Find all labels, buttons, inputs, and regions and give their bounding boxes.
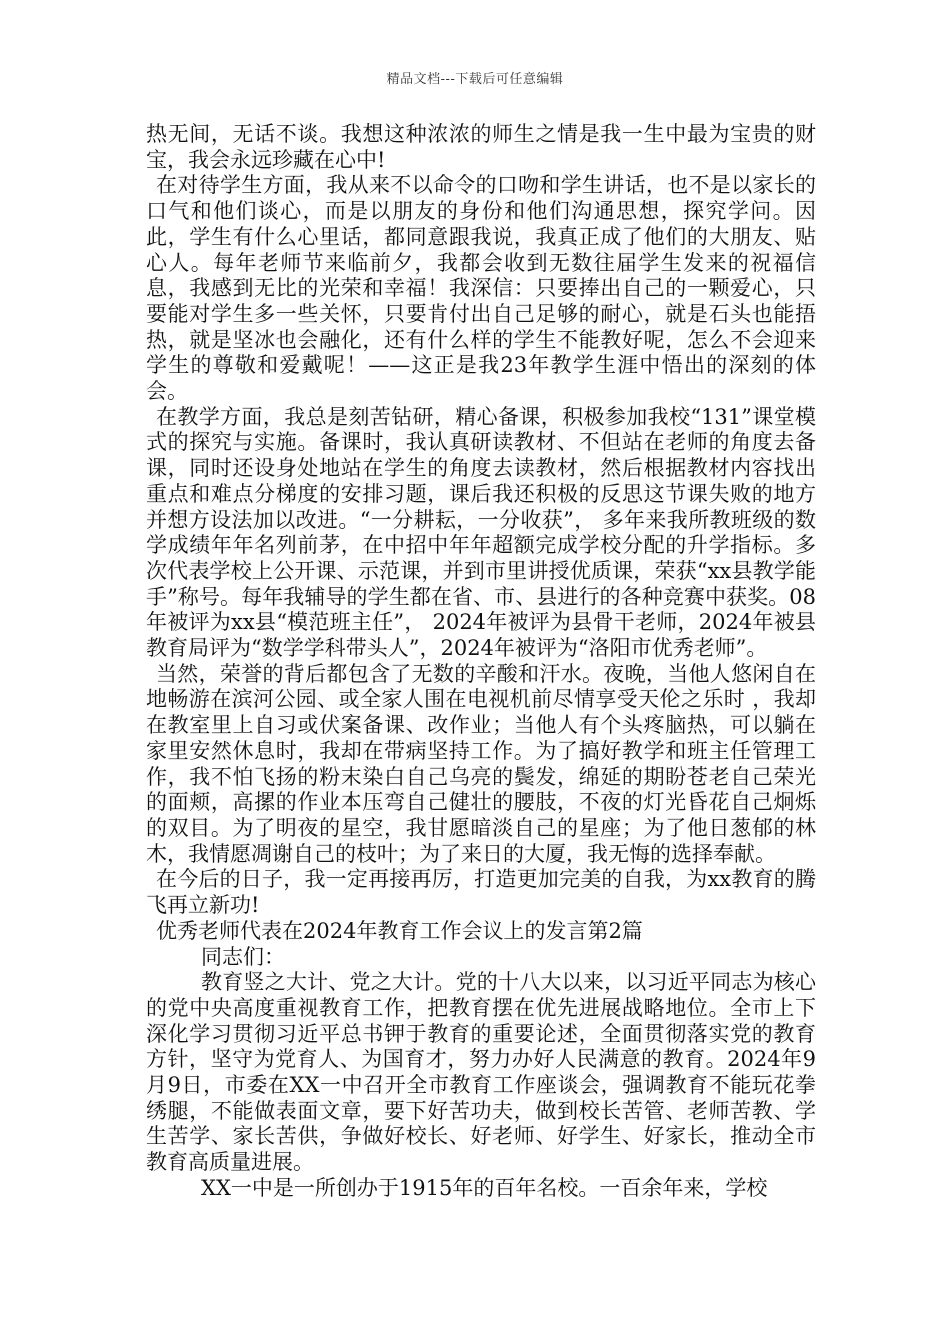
paragraph-students: 在对待学生方面，我从来不以命令的口吻和学生讲话，也不是以家长的口气和他们谈心，而是以朋友的身份和他们沟通思想，探究学问。因此，学生有什么心里话，都同意跟我说，我真正成了他们的大朋友、贴心人。每年老师节来临前夕，我都会收到无数往届学生发来的祝福信息，我感到无比的光荣和幸福！我深信：只要捧出自己的一颗爱心，只要能对学生多一些关怀，只要肯付出自己足够的耐心，就是石头也能捂热，就是坚冰也会融化，还有什么样的学生不能教好呢，怎么不会迎来学生的尊敬和爱戴呢！——这正是我23年教学生涯中悟出的深刻的体会。 xyxy=(146,173,816,404)
paragraph-sacrifice: 当然，荣誉的背后都包含了无数的辛酸和汗水。夜晚，当他人悠闲自在地畅游在滨河公园、或全家人围在电视机前尽情享受天伦之乐时 ，我却在教室里上自习或伏案备课、改作业；当他人有个头疼脑热，可以躺在家里安然休息时，我却在带病坚持工作。为了搞好教学和班主任管理工作，我不怕飞扬的粉末染白自己乌亮的鬓发，绵延的期盼苍老自己荣光的面颊，高摞的作业本压弯自己健壮的腰肢，不夜的灯光昏花自己炯烁的双目。为了明夜的星空，我甘愿暗淡自己的星座；为了他日葱郁的林木，我情愿凋谢自己的枝叶；为了来日的大厦，我无悔的选择奉献。 xyxy=(146,661,816,866)
document-body xyxy=(146,122,816,1202)
page-header: 精品文档---下载后可任意编辑 xyxy=(386,72,564,87)
salutation: 同志们： xyxy=(201,944,285,969)
paragraph-continuation: 热无间，无话不谈。我想这种浓浓的师生之情是我一生中最为宝贵的财宝，我会永远珍藏在心中! xyxy=(146,122,816,172)
paragraph-future: 在今后的日子，我一定再接再厉，打造更加完美的自我，为xx教育的腾飞再立新功! xyxy=(146,867,816,918)
paragraph-teaching: 在教学方面，我总是刻苦钻研，精心备课，积极参加我校“131”课堂模式的探究与实施。备课时，我认真研读教材、不但站在老师的角度去备课，同时还设身处地站在学生的角度去读教材，然后根据教材内容找出重点和难点分梯度的安排习题，课后我还积极的反思这节课失败的地方并想方设法加以改进。“一分耕耘，一分收获”， 多年来我所教班级的数学成绩年年名列前茅，在中招中年年超额完成学校分配的升学指标。多次代表学校上公开课、示范课，并到市里讲授优质课，荣获“xx县教学能手”称号。每年我辅导的学生都在省、市、县进行的各种竞赛中获奖。08年被评为xx县“模范班主任”， 2024年被评为县骨干老师，2024年被县教育局评为“数学学科带头人”，2024年被评为“洛阳市优秀老师”。 xyxy=(146,404,816,661)
section-title: 优秀老师代表在2024年教育工作会议上的发言第2篇 xyxy=(156,918,643,943)
paragraph-education-strategy: 教育竖之大计、党之大计。党的十八大以来，以习近平同志为核心的党中央高度重视教育工作，把教育摆在优先进展战略地位。全市上下深化学习贯彻习近平总书钾于教育的重要论述，全面贯彻落实党的教育方针，坚守为党育人、为国育才，努力办好人民满意的教育。2024年9月9日，市委在XX一中召开全市教育工作座谈会，强调教育不能玩花拳绣腿，不能做表面文章，要下好苦功夫，做到校长苦管、老师苦教、学生苦学、家长苦供，争做好校长、好老师、好学生、好家长，推动全市教育高质量进展。 xyxy=(146,970,816,1175)
paragraph-school-history: XX一中是一所创办于1915年的百年名校。一百余年来，学校 xyxy=(201,1175,768,1200)
